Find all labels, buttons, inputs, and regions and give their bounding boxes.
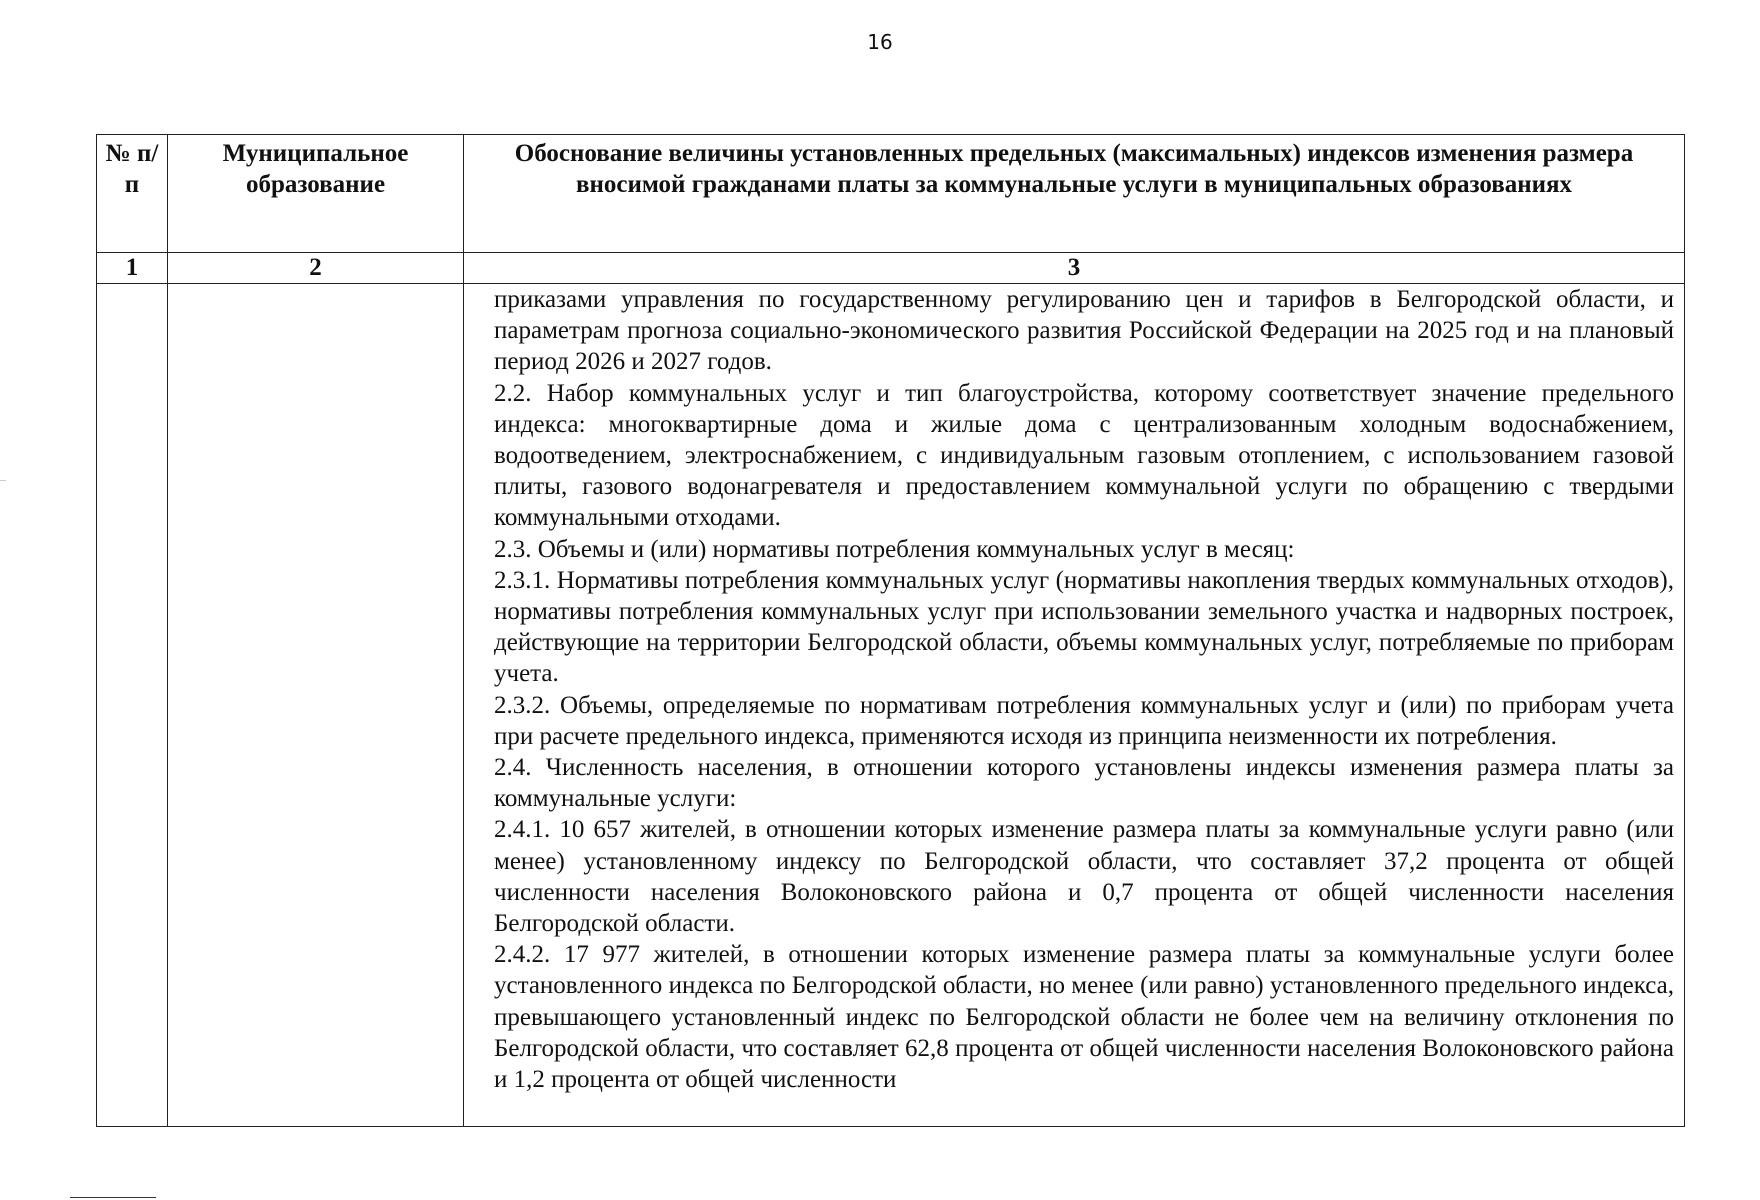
column-number-2: 2 [168, 253, 464, 284]
page-number: 16 [867, 30, 893, 54]
header-justification: Обоснование величины установленных предельных (максимальных) индексов изменения размера вносимой гражданами платы за коммунальные услуги в муниципальных образованиях [464, 135, 1685, 253]
column-number-1: 1 [97, 253, 168, 284]
paragraph: 2.3. Объемы и (или) нормативы потребления коммунальных услуг в месяц: [494, 535, 1295, 563]
paragraph: 2.3.1. Нормативы потребления коммунальных услуг (нормативы накопления твердых коммунальных отходов), нормативы потребления коммунальных услуг при использовании земельного участка и надворных построек, действующие на территории Белгородской области, объемы коммунальных услуг, потребляемые по приборам учета. [494, 566, 1674, 688]
column-number-3: 3 [464, 253, 1685, 284]
justification-table [96, 134, 1685, 1127]
margin-mark [0, 480, 6, 481]
paragraph: 2.4.2. 17 977 жителей, в отношении которых изменение размера платы за коммунальные услуги более установленного индекса по Белгородской области, но менее (или равно) установленного предельного индекса, превышающего установленный индекс по Белгородской области не более чем на величину отклонения по Белгородской области, что составляет 62,8 процента от общей численности населения Волоконовского района и 1,2 процента от общей численности [494, 941, 1674, 1094]
paragraph: 2.4.1. 10 657 жителей, в отношении которых изменение размера платы за коммунальные услуги равно (или менее) установленному индексу по Белгородской области, что составляет 37,2 процента от общей численности населения Волоконовского района и 0,7 процента от общей численности населения Белгородской области. [494, 816, 1674, 938]
footnote-separator [70, 1197, 156, 1198]
paragraph: 2.2. Набор коммунальных услуг и тип благоустройства, которому соответствует значение предельного индекса: многоквартирные дома и жилые дома с централизованным холодным водоснабжением, водоотведением, электроснабжением, с индивидуальным газовым отоплением, с использованием газовой плиты, газового водонагревателя и предоставлением коммунальной услуги по обращению с твердыми коммунальными отходами. [494, 379, 1674, 532]
paragraph: приказами управления по государственному регулированию цен и тарифов в Белгородской области, и параметрам прогноза социально-экономического развития Российской Федерации на 2025 год и на плановый период 2026 и 2027 годов. [494, 286, 1674, 376]
paragraph: 2.4. Численность населения, в отношении которого установлены индексы изменения размера платы за коммунальные услуги: [494, 754, 1674, 813]
column-number-row [97, 253, 1685, 284]
paragraph: 2.3.2. Объемы, определяемые по нормативам потребления коммунальных услуг и (или) по приборам учета при расчете предельного индекса, применяются исходя из принципа неизменности их потребления. [494, 691, 1674, 750]
row-number-cell [97, 284, 168, 1127]
table-header-row [97, 135, 1685, 253]
header-municipality: Муниципальное образование [168, 135, 464, 253]
row-justification-cell [464, 284, 1685, 1127]
row-municipality-cell [168, 284, 464, 1127]
table-row [97, 284, 1685, 1127]
header-number: № п/п [97, 135, 168, 253]
